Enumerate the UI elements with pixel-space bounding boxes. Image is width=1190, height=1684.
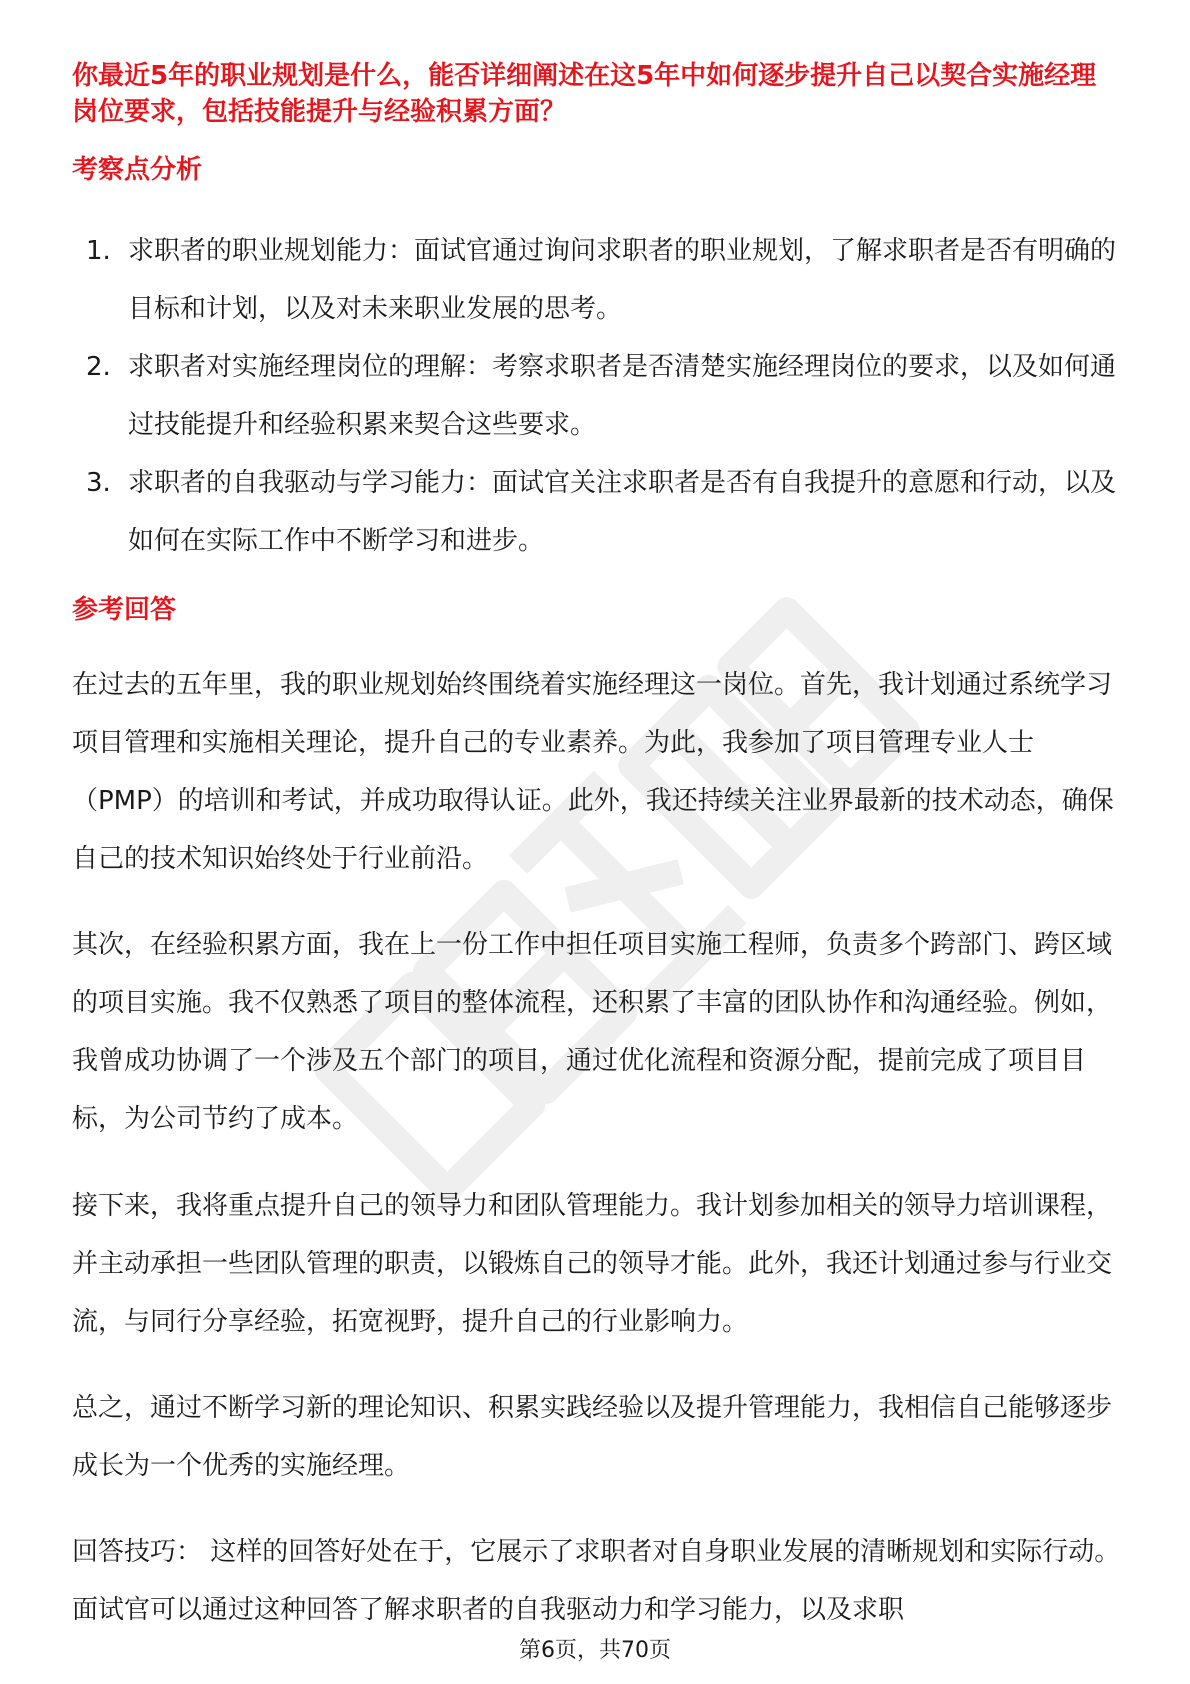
- answer-paragraph: 其次，在经验积累方面，我在上一份工作中担任项目实施工程师，负责多个跨部门、跨区域的项目实施。我不仅熟悉了项目的整体流程，还积累了丰富的团队协作和沟通经验。例如，我曾成功协调了一个涉及五个部门的项目，通过优化流程和资源分配，提前完成了项目目标，为公司节约了成本。: [72, 930, 1113, 1134]
- question-title: 你最近5年的职业规划是什么，能否详细阐述在这5年中如何逐步提升自己以契合实施经理岗位要求，包括技能提升与经验积累方面？: [72, 61, 1097, 127]
- analysis-heading: 考察点分析: [72, 155, 203, 185]
- watermark-graphic: [230, 520, 990, 1280]
- list-item: [72, 454, 1122, 570]
- list-item: [72, 222, 1122, 338]
- answer-tip: 回答技巧： 这样的回答好处在于，它展示了求职者对自身职业发展的清晰规划和实际行动。面试官可以通过这种回答了解求职者的自我驱动力和学习能力，以及求职: [72, 1537, 1121, 1625]
- list-item-text: 求职者对实施经理岗位的理解：考察求职者是否清楚实施经理岗位的要求，以及如何通过技能提升和经验积累来契合这些要求。: [128, 352, 1117, 440]
- list-item-text: 求职者的职业规划能力：面试官通过询问求职者的职业规划，了解求职者是否有明确的目标和计划，以及对未来职业发展的思考。: [128, 236, 1117, 324]
- list-item-number: 1.: [86, 236, 111, 266]
- list-item-number: 3.: [86, 468, 111, 498]
- answer-paragraph: 在过去的五年里，我的职业规划始终围绕着实施经理这一岗位。首先，我计划通过系统学习项目管理和实施相关理论，提升自己的专业素养。为此，我参加了项目管理专业人士（PMP）的培训和考试，并成功取得认证。此外，我还持续关注业界最新的技术动态，确保自己的技术知识始终处于行业前沿。: [72, 670, 1114, 874]
- page-number: 第6页，共70页: [519, 1638, 671, 1663]
- answer-paragraph: 总之，通过不断学习新的理论知识、积累实践经验以及提升管理能力，我相信自己能够逐步成长为一个优秀的实施经理。: [72, 1393, 1113, 1481]
- reference-heading: 参考回答: [72, 595, 177, 625]
- answer-paragraph: 接下来，我将重点提升自己的领导力和团队管理能力。我计划参加相关的领导力培训课程，并主动承担一些团队管理的职责，以锻炼自己的领导才能。此外，我还计划通过参与行业交流，与同行分享经验，拓宽视野，提升自己的行业影响力。: [72, 1191, 1113, 1337]
- list-item-number: 2.: [86, 352, 111, 382]
- analysis-list: [72, 222, 1122, 570]
- list-item-text: 求职者的自我驱动与学习能力：面试官关注求职者是否有自我提升的意愿和行动，以及如何在实际工作中不断学习和进步。: [128, 468, 1117, 556]
- list-item: [72, 338, 1122, 454]
